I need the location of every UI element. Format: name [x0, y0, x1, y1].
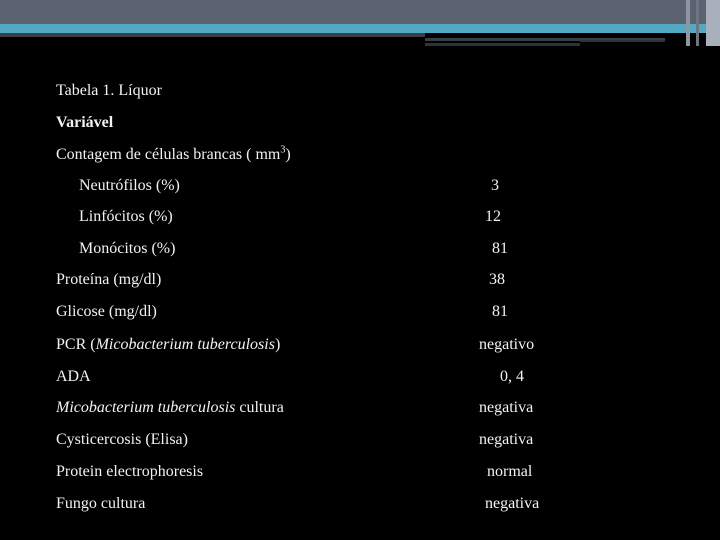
row-label-neutrofilos: Neutrófilos (%)	[79, 177, 180, 194]
row-label-mtb-cultura: Micobacterium tuberculosis cultura	[56, 399, 284, 416]
row-value-cysticercosis: negativa	[479, 431, 534, 448]
row-value-proteina: 38	[489, 271, 505, 288]
row-value-glicose: 81	[492, 303, 508, 320]
row-value-linfocitos: 12	[485, 208, 501, 225]
row-label-proteina: Proteína (mg/dl)	[56, 271, 162, 288]
dark-decor-strip	[0, 33, 425, 37]
row-value-monocitos: 81	[492, 240, 508, 257]
row-label-cysticercosis: Cysticercosis (Elisa)	[56, 431, 188, 448]
decor-line	[425, 43, 580, 46]
top-decor-bar	[0, 0, 720, 24]
decor-line	[580, 40, 665, 42]
row-value-electrophoresis: normal	[487, 463, 533, 480]
row-value-ada: 0, 4	[500, 368, 524, 385]
row-label-linfocitos: Linfócitos (%)	[79, 208, 173, 225]
row-value-mtb-cultura: negativa	[479, 399, 534, 416]
row-value-pcr: negativo	[479, 336, 535, 353]
corner-decor	[686, 0, 690, 46]
column-header-variable: Variável	[56, 114, 114, 131]
corner-decor	[696, 0, 699, 46]
row-label-electrophoresis: Protein electrophoresis	[56, 463, 204, 480]
corner-decor	[706, 0, 720, 46]
row-label-ada: ADA	[56, 368, 91, 385]
table-title: Tabela 1. Líquor	[56, 82, 162, 99]
row-label-pcr: PCR (Micobacterium tuberculosis)	[56, 336, 281, 353]
cell-count-label: Contagem de células brancas ( $mm^3$)	[56, 144, 291, 163]
row-label-fungo: Fungo cultura	[56, 495, 146, 512]
row-label-monocitos: Monócitos (%)	[79, 240, 176, 257]
teal-decor-stripe	[0, 24, 720, 33]
row-label-glicose: Glicose (mg/dl)	[56, 303, 157, 320]
row-value-neutrofilos: 3	[491, 177, 499, 194]
row-value-fungo: negativa	[485, 495, 540, 512]
